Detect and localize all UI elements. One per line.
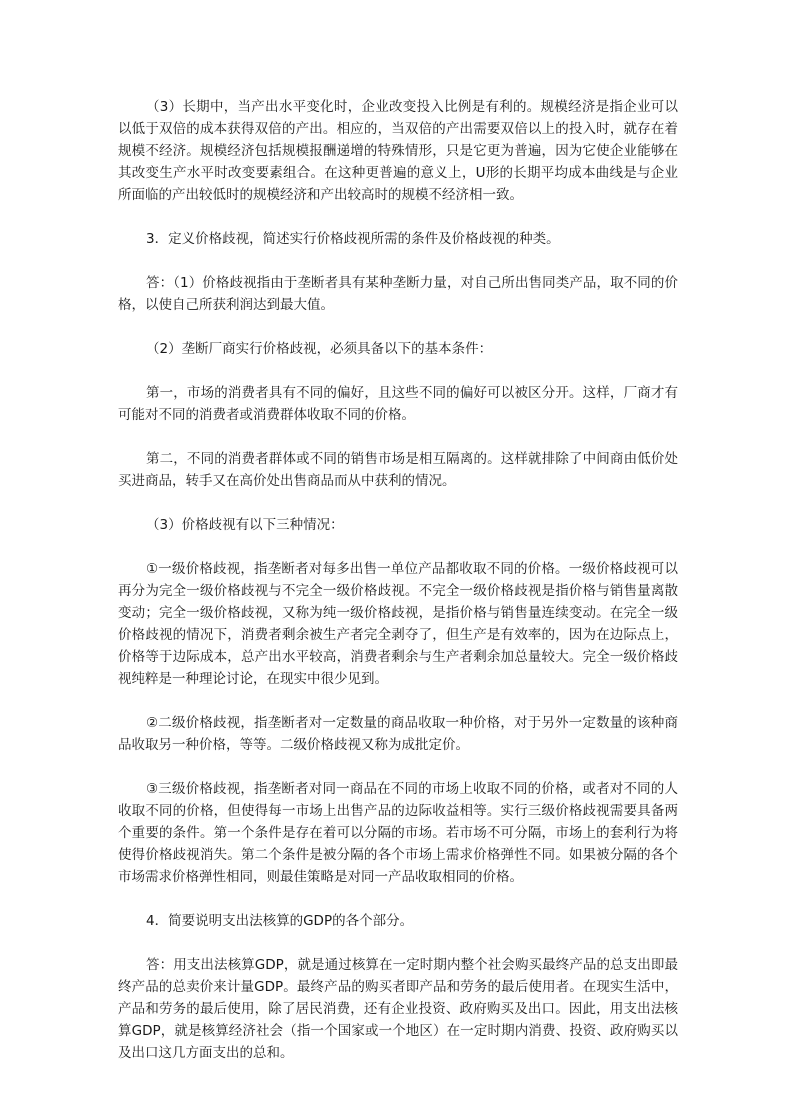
answer-3-part-1: 答：（1）价格歧视指由于垄断者具有某种垄断力量，对自己所出售同类产品，取不同的价格，以使自己所获利润达到最大值。 bbox=[118, 275, 678, 313]
second-degree-discrimination: ②二级价格歧视，指垄断者对一定数量的商品收取一种价格，对于另外一定数量的该种商品收取另一种价格，等等。二级价格歧视又称为成批定价。 bbox=[118, 715, 678, 753]
paragraph-scale-economies: （3）长期中，当产出水平变化时，企业改变投入比例是有利的。规模经济是指企业可以以低于双倍的成本获得双倍的产出。相应的，当双倍的产出需要双倍以上的投入时，就存在着规模不经济。规模经济包括规模报酬递增的特殊情形，只是它更为普遍，因为它使企业能够在其改变生产水平时改变要素组合。在这种更普遍的意义上，U形的长期平均成本曲线是与企业所面临的产出较低时的规模经济和产出较高时的规模不经济相一致。 bbox=[118, 99, 678, 203]
answer-4: 答：用支出法核算GDP，就是通过核算在一定时期内整个社会购买最终产品的总支出即最终产品的总卖价来计量GDP。最终产品的购买者即产品和劳务的最后使用者。在现实生活中，产品和劳务的最后使用，除了居民消费，还有企业投资、政府购买及出口。因此，用支出法核算GDP，就是核算经济社会（指一个国家或一个地区）在一定时期内消费、投资、政府购买以及出口这几方面支出的总和。 bbox=[118, 957, 678, 1061]
third-degree-discrimination: ③三级价格歧视，指垄断者对同一商品在不同的市场上收取不同的价格，或者对不同的人收取不同的价格，但使得每一市场上出售产品的边际收益相等。实行三级价格歧视需要具备两个重要的条件。第一个条件是存在着可以分隔的市场。若市场不可分隔，市场上的套利行为将使得价格歧视消失。第二个条件是被分隔的各个市场上需求价格弹性不同。如果被分隔的各个市场需求价格弹性相同，则最佳策略是对同一产品收取相同的价格。 bbox=[118, 781, 678, 885]
condition-first: 第一，市场的消费者具有不同的偏好，且这些不同的偏好可以被区分开。这样，厂商才有可能对不同的消费者或消费群体收取不同的价格。 bbox=[118, 385, 678, 423]
first-degree-discrimination: ①一级价格歧视，指垄断者对每多出售一单位产品都收取不同的价格。一级价格歧视可以再分为完全一级价格歧视与不完全一级价格歧视。不完全一级价格歧视是指价格与销售量离散变动；完全一级价格歧视，又称为纯一级价格歧视，是指价格与销售量连续变动。在完全一级价格歧视的情况下，消费者剩余被生产者完全剥夺了，但生产是有效率的，因为在边际点上，价格等于边际成本，总产出水平较高，消费者剩余与生产者剩余加总量较大。完全一级价格歧视纯粹是一种理论讨论，在现实中很少见到。 bbox=[118, 561, 678, 687]
document-page bbox=[118, 96, 678, 1064]
question-4-heading: 4．简要说明支出法核算的GDP的各个部分。 bbox=[146, 913, 414, 929]
question-3-heading: 3．定义价格歧视，简述实行价格歧视所需的条件及价格歧视的种类。 bbox=[146, 231, 560, 247]
answer-3-part-2: （2）垄断厂商实行价格歧视，必须具备以下的基本条件： bbox=[146, 341, 493, 357]
condition-second: 第二，不同的消费者群体或不同的销售市场是相互隔离的。这样就排除了中间商由低价处买进商品，转手又在高价处出售商品而从中获利的情况。 bbox=[118, 451, 678, 489]
answer-3-part-3: （3）价格歧视有以下三种情况： bbox=[146, 517, 344, 533]
